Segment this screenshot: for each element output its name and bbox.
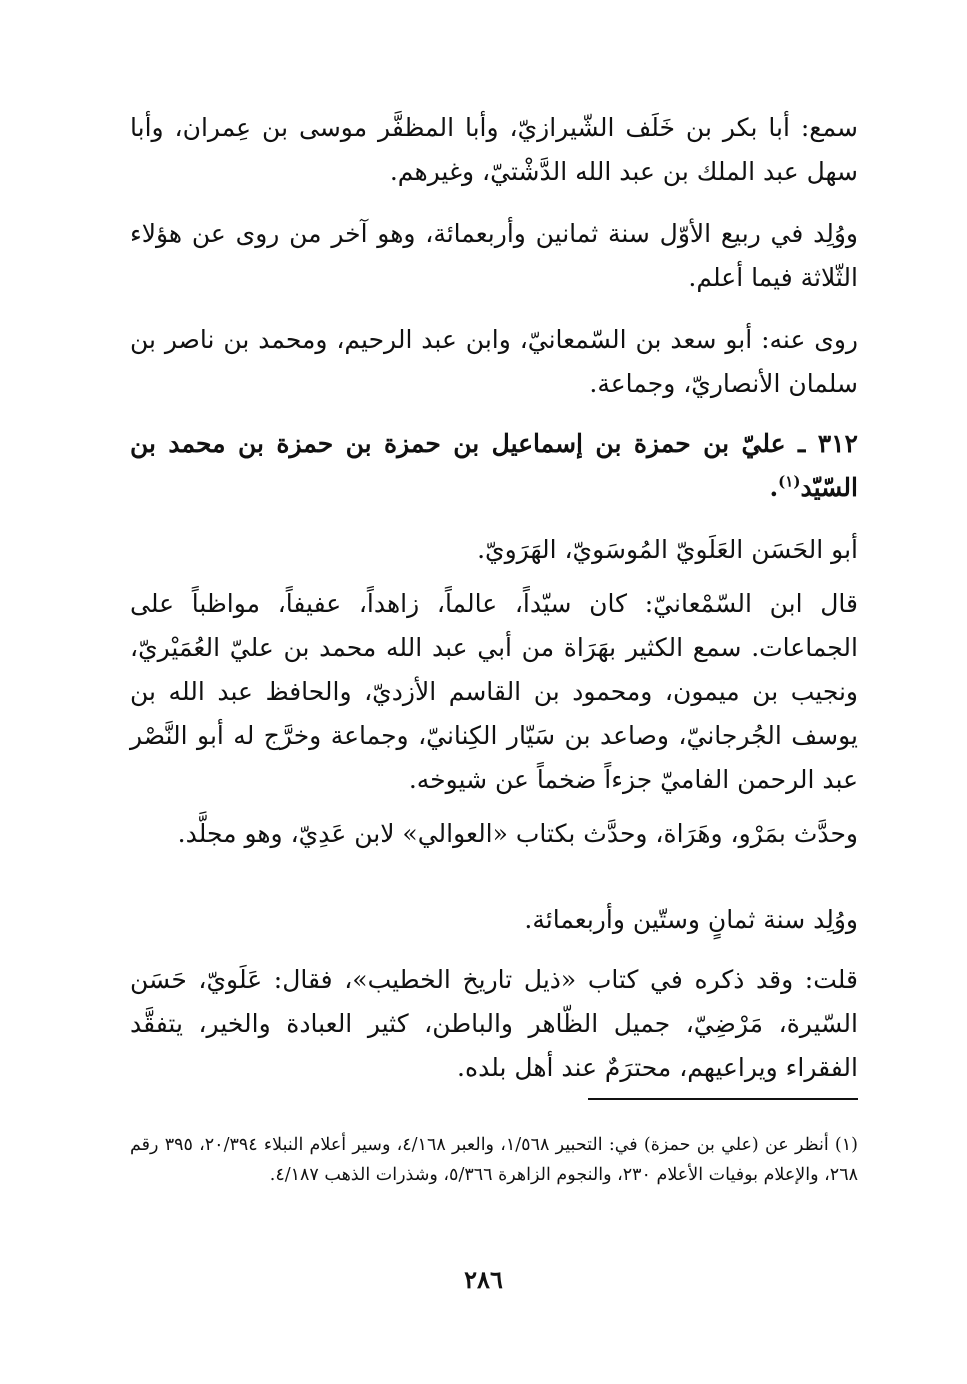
paragraph-narrators (130, 318, 858, 406)
entry-heading-text: ٣١٢ ـ عليّ بن حمزة بن إسماعيل بن حمزة بن حمزة بن محمد بن السّيّد (130, 429, 858, 502)
footnote-text: (١) أنظر عن (علي بن حمزة) في: التحبير ١/٥٦٨، والعبر ٤/١٦٨، وسير أعلام النبلاء ٢٠/٣٩٤، ٣٩٥ رقم ٢٦٨، والإعلام بوفيات الأعلام ٢٣٠، والنجوم الزاهرة ٥/٣٦٦، وشذرات الذهب ٤/١٨٧. (130, 1135, 858, 1185)
paragraph-entry-birth (130, 898, 858, 942)
paragraph-ibn-samani-quote (130, 582, 858, 802)
footnotes (130, 1130, 858, 1190)
paragraph-text: ووُلِد سنة ثمانٍ وستّين وأربعمائة. (524, 905, 858, 934)
paragraph-text: وحدَّث بمَرْو، وهَرَاة، وحدَّث بكتاب «العوالي» لابن عَدِيّ، وهو مجلَّد. (177, 819, 858, 848)
paragraph-text: قلت: وقد ذكره في كتاب «ذيل تاريخ الخطيب»، فقال: عَلَويّ، حَسَن السّيرة، مَرْضِيّ، جميل الظّاهر والباطن، كثير العبادة والخير، يتفقَّد الفقراء ويراعيهم، محترَمٌ عند أهل بلده. (130, 965, 858, 1082)
paragraph-text: سمع: أبا بكر بن خَلَف الشّيرازيّ، وأبا المظفَّر موسى بن عِمران، وأبا سهل عبد الملك بن عبد الله الدَّشْتيّ، وغيرهم. (130, 113, 858, 186)
paragraph-text: قال ابن السّمْعانيّ: كان سيّداً، عالماً، زاهداً، عفيفاً، مواظباً على الجماعات. سمع الكثير بهَرَاة من أبي عبد الله محمد بن عليّ العُمَيْريّ، ونجيب بن ميمون، ومحمود بن القاسم الأزديّ، والحافظ عبد الله بن يوسف الجُرجانيّ، وصاعد بن سَيّار الكِنانيّ، وجماعة وخرَّج له أبو النَّصْر عبد الرحمن الفاميّ جزءاً ضخماً عن شيوخه. (130, 589, 858, 794)
paragraph-text: أبو الحَسَن العَلَويّ المُوسَويّ، الهَرَويّ. (477, 535, 858, 564)
paragraph-entry-lineage (130, 528, 858, 572)
paragraph-previous-entry-teachers (130, 106, 858, 194)
page-number: ٢٨٦ (464, 1265, 503, 1294)
paragraph-author-note (130, 958, 858, 1090)
paragraph-text: روى عنه: أبو سعد بن السّمعانيّ، وابن عبد الرحيم، ومحمد بن ناصر بن سلمان الأنصاريّ، وجماعة. (130, 325, 858, 398)
paragraph-narrated-in (130, 812, 858, 856)
footnote-reference: (١) (778, 472, 801, 491)
paragraph-birth-date (130, 212, 858, 300)
footnote-separator (588, 1098, 858, 1100)
entry-heading (130, 422, 858, 510)
entry-heading-end: . (769, 473, 779, 502)
paragraph-text: ووُلِد في ربيع الأوّل سنة ثمانين وأربعمائة، وهو آخر من روى عن هؤلاء الثّلاثة فيما أعلم. (130, 219, 858, 292)
